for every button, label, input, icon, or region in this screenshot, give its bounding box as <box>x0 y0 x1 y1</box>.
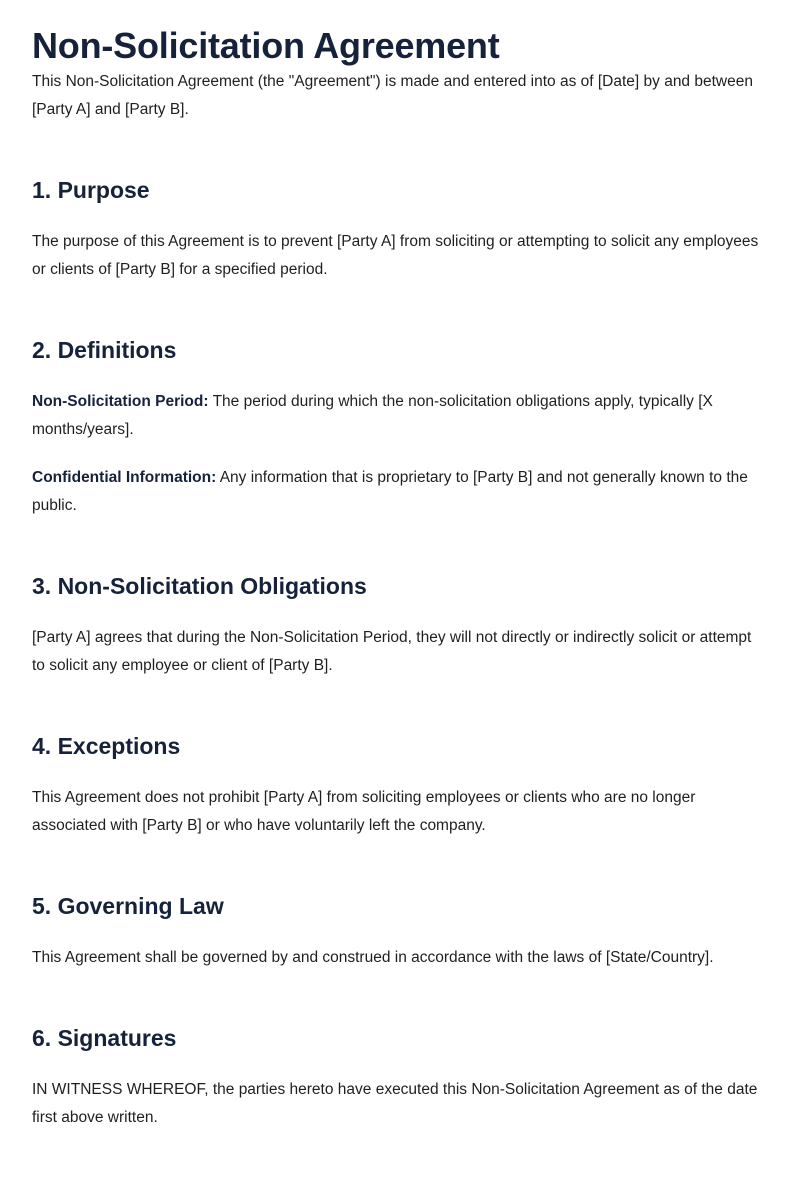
section-paragraph: This Agreement shall be governed by and construed in accordance with the laws of [State/Country]. <box>32 949 714 966</box>
section-obligations <box>32 570 768 680</box>
definition-term: Non-Solicitation Period: <box>32 393 209 410</box>
section-heading: 5. Governing Law <box>32 893 224 919</box>
section-purpose <box>32 174 768 284</box>
section-paragraph: This Agreement does not prohibit [Party A] from soliciting employees or clients who are no longer associated with [Party B] or who have voluntarily left the company. <box>32 789 696 834</box>
section-definitions <box>32 334 768 520</box>
section-heading: 3. Non-Solicitation Obligations <box>32 573 367 599</box>
section-governing-law <box>32 890 768 972</box>
section-heading: 1. Purpose <box>32 177 150 203</box>
definition-text: Any information that is proprietary to [Party B] and not generally known to the public. <box>32 469 748 514</box>
section-heading: 4. Exceptions <box>32 733 181 759</box>
definition-term: Confidential Information: <box>32 469 217 486</box>
section-exceptions <box>32 730 768 840</box>
section-paragraph: The purpose of this Agreement is to prevent [Party A] from soliciting or attempting to solicit any employees or clients of [Party B] for a specified period. <box>32 233 759 278</box>
definition-text: The period during which the non-solicitation obligations apply, typically [X months/years]. <box>32 393 713 438</box>
document-title: Non-Solicitation Agreement <box>32 25 500 66</box>
section-signatures <box>32 1022 768 1132</box>
section-heading: 2. Definitions <box>32 337 177 363</box>
definition-item <box>32 388 768 444</box>
section-heading: 6. Signatures <box>32 1025 177 1051</box>
section-paragraph: [Party A] agrees that during the Non-Solicitation Period, they will not directly or indirectly solicit or attempt to solicit any employee or client of [Party B]. <box>32 629 752 674</box>
intro-paragraph: This Non-Solicitation Agreement (the "Agreement") is made and entered into as of [Date] by and between [Party A] and [Party B]. <box>32 73 753 118</box>
section-paragraph: IN WITNESS WHEREOF, the parties hereto have executed this Non-Solicitation Agreement as of the date first above written. <box>32 1081 758 1126</box>
definition-item <box>32 464 768 520</box>
